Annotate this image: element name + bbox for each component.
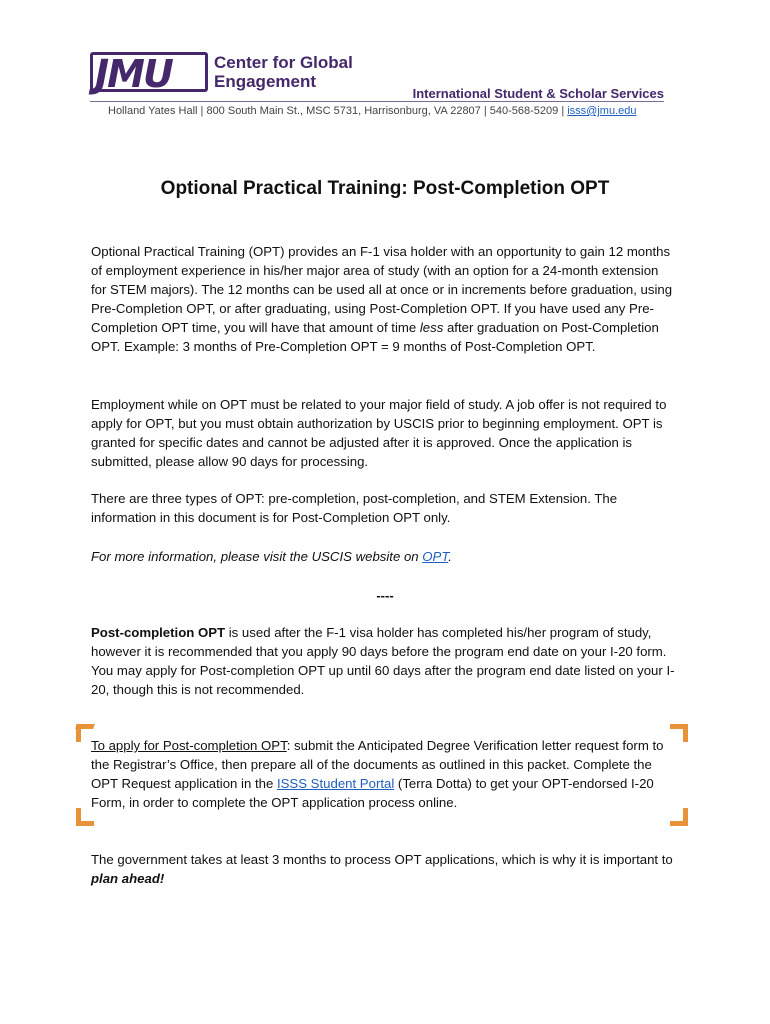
more-info-text: For more information, please visit the USCIS website on: [91, 549, 423, 564]
paragraph-types: There are three types of OPT: pre-completion, post-completion, and STEM Extension. The information in this document is for Post-Completion OPT only.: [91, 491, 618, 525]
paragraph-post-completion: [91, 623, 676, 699]
paragraph-intro: [91, 242, 676, 356]
intro-emphasis: less: [419, 320, 444, 335]
opt-link[interactable]: OPT: [422, 549, 449, 564]
how-to-apply-text-a: : submit the Anticipated Degree Verification letter request form to the Registrar’s Office, then prepare all of the documents as outlined in this packet. Complete the OPT Request application in the: [91, 738, 664, 791]
jmu-logo-mark: [90, 52, 208, 96]
post-completion-bold: Post-completion OPT: [91, 625, 226, 640]
org-name: [214, 53, 353, 91]
how-to-apply-text-b: (Terra Dotta) to get your OPT-endorsed I-20 Form, in order to complete the OPT application process online.: [91, 776, 654, 810]
section-divider: ----: [376, 588, 394, 603]
more-info-end: .: [448, 549, 452, 564]
intro-text-b: after graduation on Post-Completion OPT. Example: 3 months of Pre-Completion OPT = 9 months of Post-Completion OPT.: [91, 320, 659, 354]
plan-ahead-emphasis: plan ahead!: [91, 871, 165, 886]
paragraph-more-info: [91, 547, 676, 566]
paragraph-plan-ahead: [91, 850, 676, 888]
header-address: [108, 105, 636, 117]
isss-portal-link[interactable]: ISSS Student Portal: [276, 776, 395, 791]
department-name: International Student & Scholar Services: [412, 86, 664, 101]
paragraph-employment: Employment while on OPT must be related to your major field of study. A job offer is not required to apply for OPT, but you must obtain authorization by USCIS prior to beginning employment. OPT is granted for specific dates and cannot be adjusted after it is approved. Once the application is submitted, please allow 90 days for processing.: [91, 397, 667, 469]
how-to-apply-heading: To apply for Post-completion OPT: [91, 738, 287, 753]
jmu-cge-logo: [90, 52, 370, 96]
jmu-logo-text: JMU: [95, 52, 172, 96]
plan-ahead-text: The government takes at least 3 months to process OPT applications, which is why it is important to: [91, 852, 673, 867]
intro-text-a: Optional Practical Training (OPT) provides an F-1 visa holder with an opportunity to gain 12 months of employment experience in his/her major area of study (with an option for a 24-month extension for STEM majors). The 12 months can be used all at once or in increments before graduation, using Pre-Completion OPT, or after graduating, using Post-Completion OPT. If you have used any Pre-Completion OPT time, you will have that amount of time: [91, 244, 673, 335]
org-name-line2: Engagement: [214, 72, 317, 91]
paragraph-how-to-apply: [91, 736, 676, 812]
address-text: Holland Yates Hall | 800 South Main St., MSC 5731, Harrisonburg, VA 22807 | 540-568-5209 |: [108, 105, 568, 117]
org-name-line1: Center for Global: [214, 53, 353, 72]
email-link[interactable]: isss@jmu.edu: [567, 105, 637, 117]
page-title: Optional Practical Training: Post-Completion OPT: [160, 178, 610, 199]
header-divider: [90, 101, 664, 102]
post-completion-text: is used after the F-1 visa holder has completed his/her program of study, however it is recommended that you apply 90 days before the program end date on your I-20 form. You may apply for Post-completion OPT up until 60 days after the program end date listed on your I-20, though this is not recommended.: [91, 625, 675, 697]
